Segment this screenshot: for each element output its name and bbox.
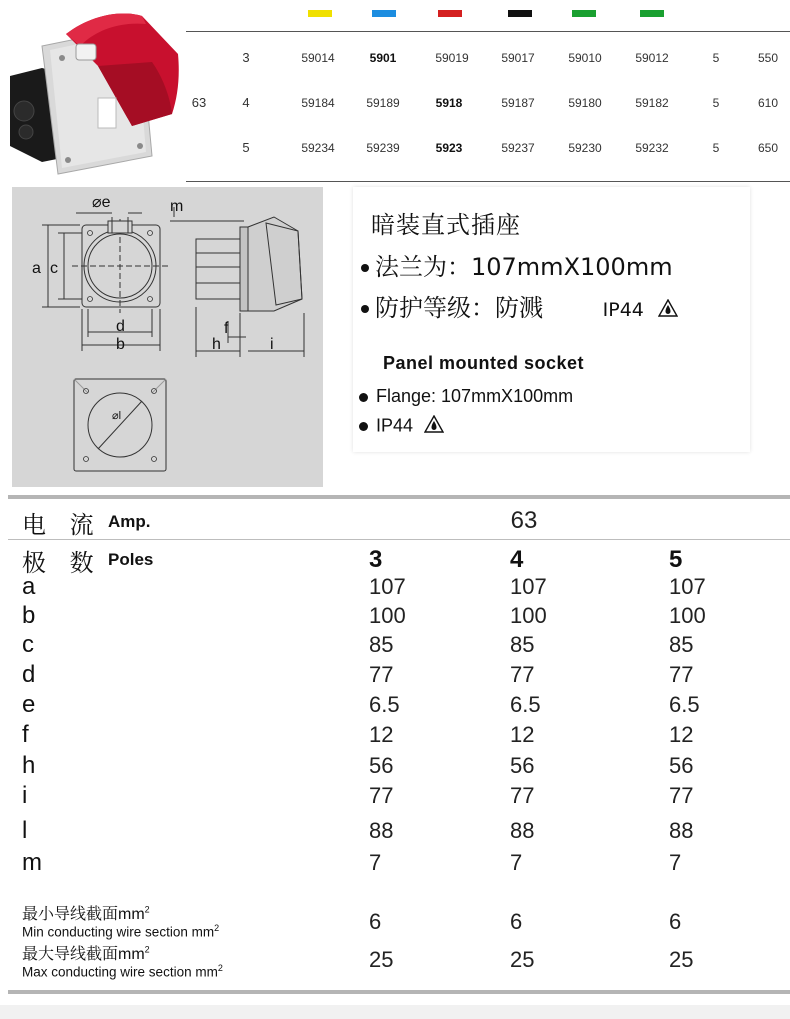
bullet-icon: [361, 305, 369, 313]
dim-label-f: f: [224, 320, 229, 337]
dimension-value: 77: [369, 783, 394, 808]
dim-label-l: ⌀l: [112, 410, 122, 422]
dimension-value: 6.5: [669, 692, 700, 717]
current-label-cn: 电 流: [22, 511, 102, 539]
dimension-value: 107: [510, 574, 547, 599]
page-footer-strip: [0, 1005, 790, 1019]
order-code: 59182: [635, 96, 669, 110]
poles-label-en: Poles: [108, 550, 154, 569]
dimension-key: h: [22, 752, 36, 779]
min-wire-label-en: Min conducting wire section $mm^2$: [22, 923, 220, 940]
order-code: 59017: [501, 51, 535, 65]
poles-value: 3: [242, 50, 250, 65]
dimension-value: 100: [510, 603, 547, 628]
weight-value: 550: [757, 51, 779, 65]
max-wire-label-cn: 最大导线截面$mm^2$: [22, 944, 150, 963]
max-wire-value: 25: [669, 947, 694, 972]
dimension-value: 12: [369, 722, 394, 747]
dimension-value: 6.5: [369, 692, 400, 717]
color-swatch-red: [438, 10, 462, 17]
order-code: 59184: [301, 96, 335, 110]
flange-line-en: Flange: 107mmX100mm: [359, 386, 573, 407]
min-wire-value: 6: [369, 909, 382, 934]
table-rule: [8, 495, 790, 499]
dimension-value: 77: [510, 783, 535, 808]
poles-label-cn: 极 数: [22, 549, 102, 577]
poles-header: 3: [369, 546, 383, 573]
dim-label-m: m: [170, 198, 184, 215]
dimension-value: 56: [510, 753, 535, 778]
splash-proof-icon: [658, 295, 678, 323]
description-panel: [353, 187, 750, 452]
dimension-value: 88: [369, 818, 394, 843]
order-code: 59019: [435, 51, 469, 65]
dim-label-e: ⌀e: [92, 194, 111, 211]
dimension-key: l: [22, 817, 28, 844]
dimension-value: 56: [669, 753, 694, 778]
dimension-key: m: [22, 849, 42, 876]
order-code: 59180: [568, 96, 602, 110]
dimension-key: f: [22, 721, 29, 748]
spec-table: [8, 495, 790, 995]
poles-header: 4: [510, 546, 524, 573]
pack-qty: 5: [712, 51, 720, 65]
min-wire-label-cn: 最小导线截面$mm^2$: [22, 904, 150, 923]
poles-header: 5: [669, 546, 683, 573]
ip-rating-cn: IP44: [602, 299, 644, 321]
table-rule: [8, 990, 790, 994]
dimension-value: 100: [669, 603, 706, 628]
dimension-value: 7: [669, 850, 682, 875]
dim-label-a: a: [32, 260, 41, 277]
max-wire-value: 25: [369, 947, 394, 972]
dimension-value: 85: [669, 632, 694, 657]
dimension-value: 77: [510, 662, 535, 687]
dimension-value: 77: [669, 783, 694, 808]
max-wire-label-en: Max conducting wire section $mm^2$: [22, 963, 223, 980]
title-cn: 暗装直式插座: [371, 211, 521, 239]
order-code: 59239: [366, 141, 400, 155]
current-label-en: Amp.: [108, 512, 151, 531]
poles-value: 5: [242, 140, 250, 155]
flange-line-cn: 法兰为：107mmX100mm: [361, 247, 673, 282]
order-code: 59237: [501, 141, 535, 155]
table-rule: [186, 181, 790, 182]
protection-line-cn: 防护等级：防溅 IP44: [361, 288, 678, 323]
table-rule: [186, 31, 790, 32]
product-photo: [2, 6, 184, 176]
dim-label-b: b: [116, 336, 125, 353]
color-swatch-black: [508, 10, 532, 17]
dimension-value: 7: [510, 850, 523, 875]
bullet-icon: [359, 422, 368, 431]
pack-qty: 5: [712, 96, 720, 110]
order-number-table: [186, 0, 790, 184]
dimension-value: 107: [669, 574, 706, 599]
dimension-value: 88: [669, 818, 694, 843]
dimension-value: 12: [510, 722, 535, 747]
dimension-key: b: [22, 602, 36, 629]
table-rule: [8, 539, 790, 540]
side-body: [196, 239, 240, 299]
dimension-value: 77: [369, 662, 394, 687]
dimension-key: e: [22, 691, 36, 718]
order-code: 5918: [435, 96, 463, 110]
order-code: 59234: [301, 141, 335, 155]
color-swatch-green: [640, 10, 664, 17]
min-wire-value: 6: [510, 909, 523, 934]
title-en: Panel mounted socket: [383, 353, 585, 373]
dim-label-d: d: [116, 318, 125, 335]
dimension-value: 100: [369, 603, 406, 628]
dimension-value: 88: [510, 818, 535, 843]
dim-label-h: h: [212, 336, 221, 353]
weight-value: 610: [757, 96, 779, 110]
order-code: 59232: [635, 141, 669, 155]
dimension-key: c: [22, 631, 34, 658]
color-swatch-green: [572, 10, 596, 17]
dimension-key: i: [22, 782, 28, 809]
current-value: 63: [510, 507, 538, 534]
dimension-value: 12: [669, 722, 694, 747]
bullet-icon: [359, 393, 368, 402]
dimension-value: 56: [369, 753, 394, 778]
color-swatch-yellow: [308, 10, 332, 17]
color-swatch-blue: [372, 10, 396, 17]
order-code: 59012: [635, 51, 669, 65]
dim-label-i: i: [270, 336, 274, 353]
order-code: 59189: [366, 96, 400, 110]
order-code: 5901: [369, 51, 397, 65]
dimension-value: 7: [369, 850, 382, 875]
technical-drawing: [12, 187, 323, 487]
order-code: 59010: [568, 51, 602, 65]
dimension-value: 85: [510, 632, 535, 657]
amp-value: 63: [191, 95, 207, 110]
dimension-value: 77: [669, 662, 694, 687]
bullet-icon: [361, 264, 369, 272]
dimension-key: d: [22, 661, 36, 688]
order-code: 59014: [301, 51, 335, 65]
pack-qty: 5: [712, 141, 720, 155]
poles-value: 4: [242, 95, 250, 110]
dimension-value: 107: [369, 574, 406, 599]
max-wire-value: 25: [510, 947, 535, 972]
dimension-key: a: [22, 573, 36, 600]
dimension-value: 6.5: [510, 692, 541, 717]
ip-line-en: IP44: [359, 415, 444, 438]
order-code: 59230: [568, 141, 602, 155]
order-code: 59187: [501, 96, 535, 110]
dimension-value: 85: [369, 632, 394, 657]
splash-proof-icon: [424, 415, 444, 438]
dim-label-c: c: [50, 260, 58, 277]
order-code: 5923: [435, 141, 463, 155]
weight-value: 650: [757, 141, 779, 155]
min-wire-value: 6: [669, 909, 682, 934]
